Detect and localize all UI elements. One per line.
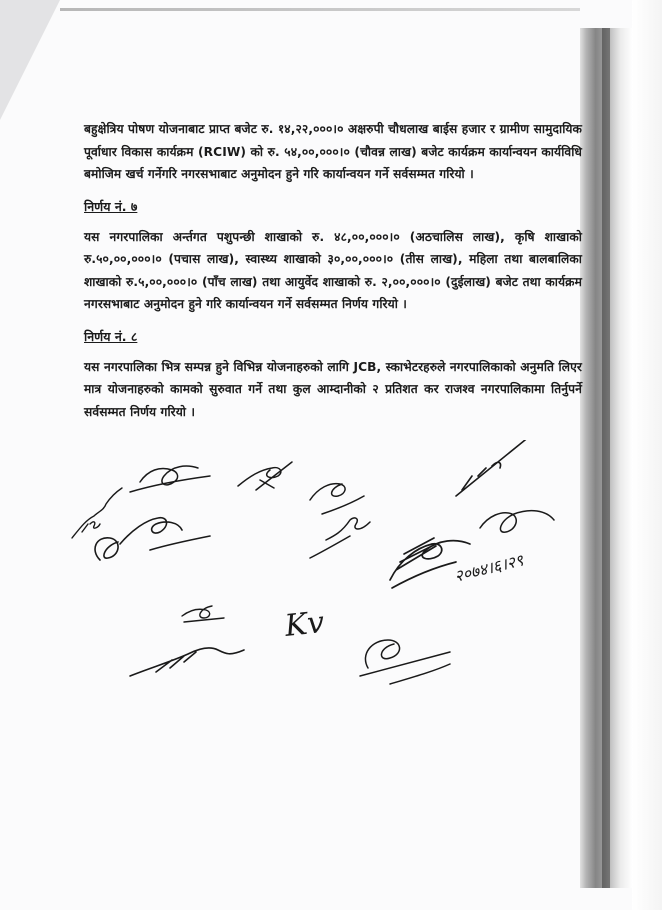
signature-10 [130, 648, 244, 676]
signature-4 [238, 462, 292, 490]
signature-2 [130, 466, 210, 492]
initials-kv: Kv [283, 605, 326, 644]
minutes-body [84, 118, 582, 423]
decision-heading-7: निर्णय नं. ७ [84, 198, 138, 214]
binding-shadow-dark [602, 28, 610, 888]
paragraph-decision-8: यस नगरपालिका भित्र सम्पन्न हुने विभिन्न योजनाहरुको लागि JCB, स्काभेटरहरुले नगरपालिकाको अनुमति लिएर मात्र योजनाहरुको कामको सुरुवात गर्ने तथा कुल आम्दानीको २ प्रतिशत कर राजश्व नगरपालिकामा तिर्नुपर्ने सर्वसम्मत निर्णय गरियो । [84, 359, 582, 419]
handwritten-date: २०७४।६।२९ [452, 550, 526, 586]
signature-6 [456, 440, 530, 496]
signature-1 [72, 488, 122, 538]
signature-3 [95, 518, 210, 560]
paragraph-decision-7: यस नगरपालिका अर्न्तगत पशुपन्छी शाखाको रु. ४८,००,०००।० (अठचालिस लाख), कृषि शाखाको रु.५०,००,०००।० (पचास लाख), स्वास्थ्य शाखाको ३०,००,०००।० (तीस लाख), महिला तथा बालबालिका शाखाको रु.५,००,०००।० (पाँच लाख) तथा आयुर्वेद शाखाको रु. २,००,०००।० (दुईलाख) बजेट तथा कार्यक्रम नगरसभाबाट अनुमोदन हुने गरि कार्यान्वयन गर्ने सर्वसम्मत निर्णय गरियो । [84, 229, 582, 311]
page-top-fold [60, 8, 580, 11]
paragraph-budget-rciw: बहुक्षेत्रिय पोषण योजनाबाट प्राप्त बजेट रु. १४,२२,०००।० अक्षरुपी चौधलाख बाईस हजार र ग्रामीण सामुदायिक पूर्वाधार विकास कार्यक्रम (RCIW) को रु. ५४,००,०००।० (चौवन्न लाख) बजेट कार्यक्रम कार्यान्वयन कार्यविधि बमोजिम खर्च गर्नेगरि नगरसभाबाट अनुमोदन हुने गरि कार्यान्वयन गर्ने सर्वसम्मत गरियो । [84, 122, 582, 181]
decision-heading-8: निर्णय नं. ८ [84, 328, 138, 344]
scan-corner-shadow [0, 0, 60, 120]
signature-9 [182, 606, 224, 622]
bleed-through-text [90, 40, 550, 110]
signature-11 [360, 640, 450, 684]
right-page-edge [632, 0, 662, 910]
signature-8 [480, 511, 554, 533]
signature-5 [310, 484, 370, 558]
signatures-block [60, 440, 580, 700]
